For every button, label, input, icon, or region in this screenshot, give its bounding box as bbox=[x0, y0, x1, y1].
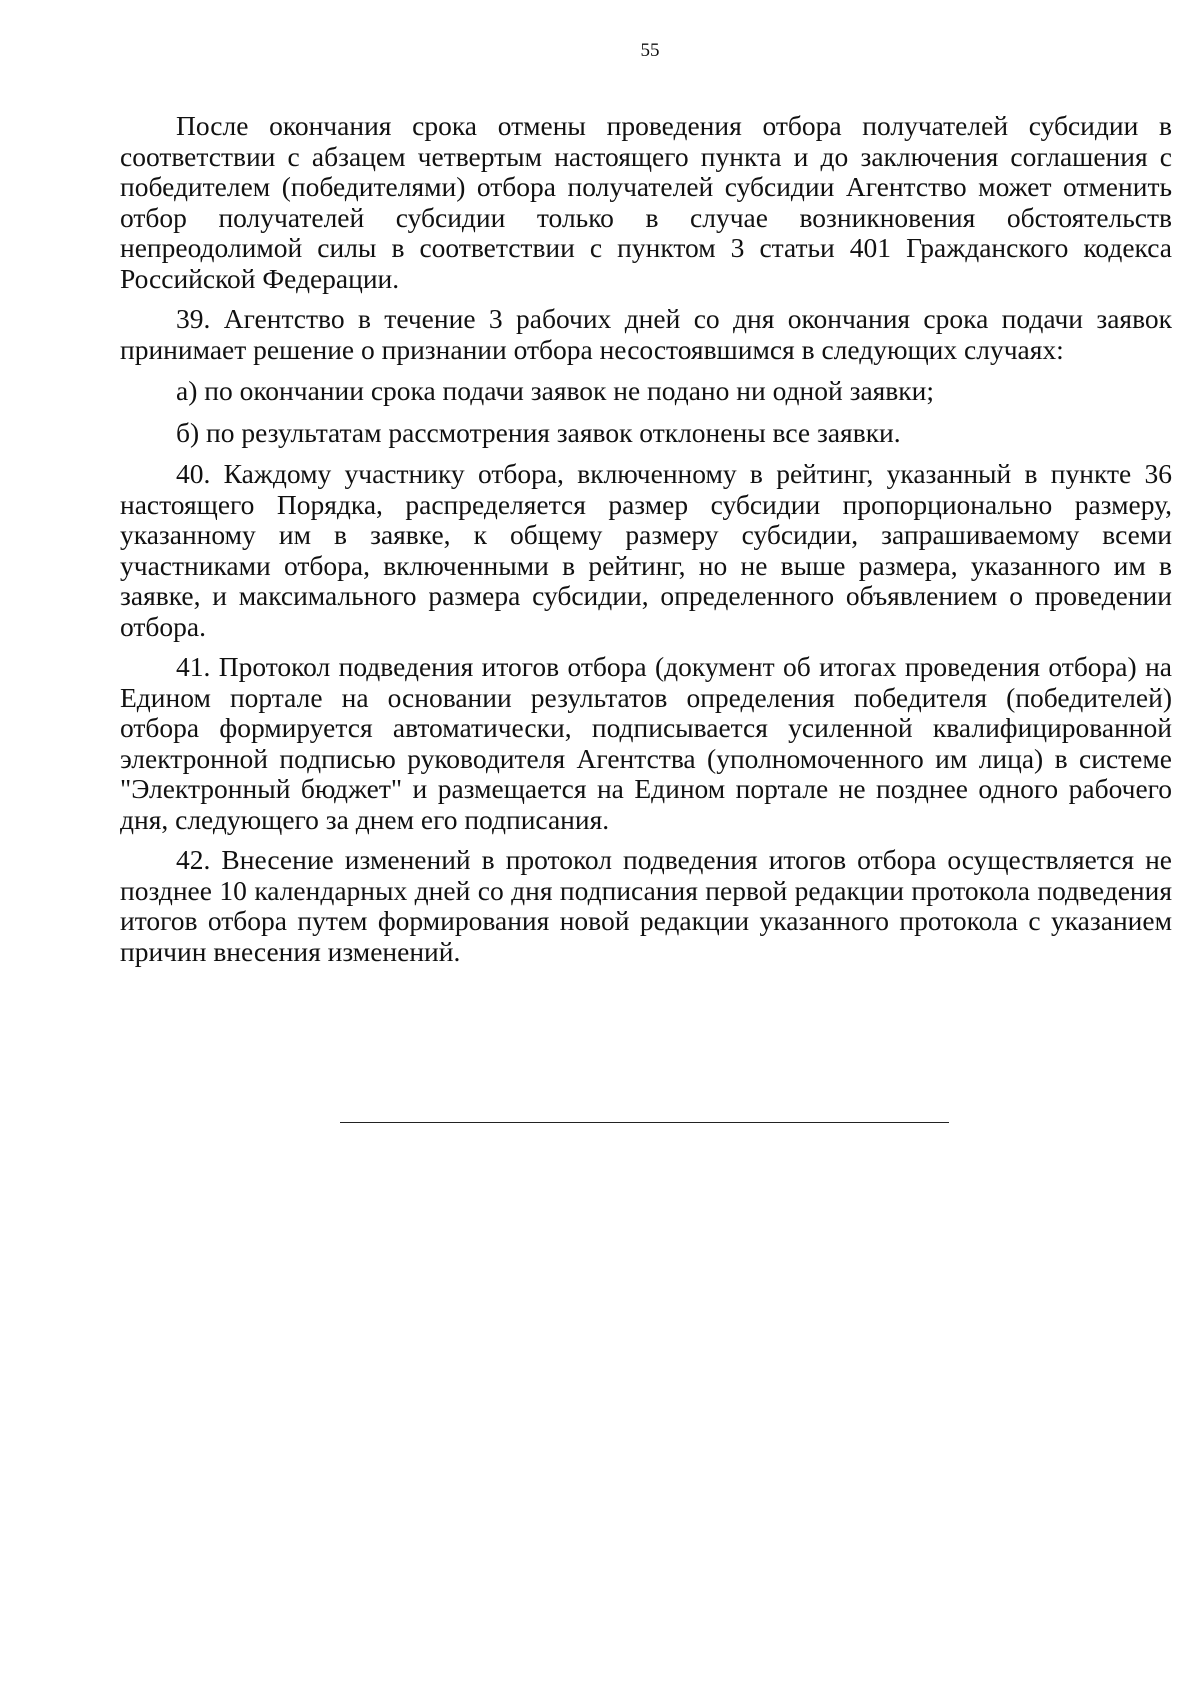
paragraph-item-39-a: а) по окончании срока подачи заявок не подано ни одной заявки; bbox=[176, 375, 934, 406]
document-body bbox=[120, 111, 1172, 977]
paragraph-item-39-b: б) по результатам рассмотрения заявок отклонены все заявки. bbox=[176, 416, 901, 448]
paragraph-item-39: 39. Агентство в течение 3 рабочих дней со дня окончания срока подачи заявок принимает решение о признании отбора несостоявшимся в следующих случаях: bbox=[120, 303, 1172, 365]
paragraph-continuation: После окончания срока отмены проведения отбора получателей субсидии в соответствии с абзацем четвертым настоящего пункта и до заключения соглашения с победителем (победителями) отбора получателей субсидии Агентство может отменить отбор получателей субсидии только в случае возникновения обстоятельств непреодолимой силы в соответствии с пунктом 3 статьи 401 Гражданского кодекса Российской Федерации. bbox=[120, 110, 1172, 294]
paragraph-item-42: 42. Внесение изменений в протокол подведения итогов отбора осуществляется не позднее 10 календарных дней со дня подписания первой редакции протокола подведения итогов отбора путем формирования новой редакции указанного протокола с указанием причин внесения изменений. bbox=[120, 844, 1172, 967]
end-of-document-rule bbox=[340, 1122, 949, 1123]
page-number: 55 bbox=[640, 40, 660, 61]
paragraph-item-40: 40. Каждому участнику отбора, включенному в рейтинг, указанный в пункте 36 настоящего Порядка, распределяется размер субсидии пропорционально размеру, указанному им в заявке, к общему размеру субсидии, запрашиваемому всеми участниками отбора, включенными в рейтинг, но не выше размера, указанного им в заявке, и максимального размера субсидии, определенного объявлением о проведении отбора. bbox=[120, 458, 1172, 642]
paragraph-item-41: 41. Протокол подведения итогов отбора (документ об итогах проведения отбора) на Едином портале на основании результатов определения победителя (победителей) отбора формируется автоматически, подписывается усиленной квалифицированной электронной подписью руководителя Агентства (уполномоченного им лица) в системе "Электронный бюджет" и размещается на Едином портале не позднее одного рабочего дня, следующего за днем его подписания. bbox=[120, 651, 1172, 835]
